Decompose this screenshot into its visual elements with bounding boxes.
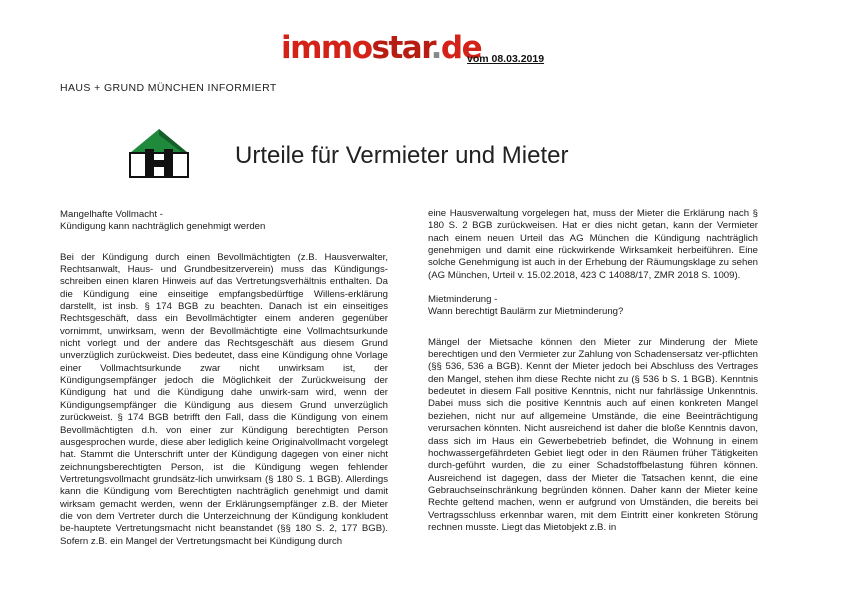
haus-und-grund-house-icon	[128, 127, 190, 179]
logo-immo-part: immo	[281, 30, 372, 66]
kicker-line: HAUS + GRUND MÜNCHEN INFORMIERT	[60, 82, 277, 94]
section-title-mietminderung: Mietminderung -	[428, 294, 498, 306]
section-title-vollmacht: Mangelhafte Vollmacht -	[60, 209, 163, 220]
section-subtitle-vollmacht: Kündigung kann nachträglich genehmigt werden	[60, 221, 266, 233]
paragraph-vollmacht: Bei der Kündigung durch einen Bevollmächtigten (z.B. Hausverwalter, Rechtsanwalt, Haus- und Grundbesitzerverein) muss das Kündigungs-schreiben einen klaren Hinweis auf das Vertretungsverhältnis enthalten. Da die Kündigung eine einseitige empfangsbedürftige Willens-erklärung darstellt, ist insb. § 174 BGB zu beachten. Danach ist ein einseitiges Rechtsgeschäft, dass ein Bevollmächtigter einem anderen gegenüber vornimmt, unwirksam, wenn der Bevollmächtigte eine Vollmachtsurkunde nicht vorlegt und der andere das Rechtsgeschäft aus diesem Grund unverzüglich zurückweist. Dies bedeutet, dass eine Kündigung ohne Vorlage einer Vollmachtsurkunde zwar nicht unwirksam ist, der Kündigungsempfänger jedoch die Möglichkeit der Zurückweisung der Kündigung hat und die Kündigung dahe unwirk-sam wird, wenn der Kündigungsempfänger die Kündigung aus diesem Grund unverzüglich zurückweist. § 174 BGB betrifft den Fall, dass die Kündigung von einem Bevollmächtigten d.h. von einer zur Kündigung berechtigten Person ausgesprochen wurde, diese aber lediglich keine Originalvollmacht vorgelegt hat. Stammt die Unterschrift unter der Kündigung dagegen von einer nicht zeichnungsberechtigten Person, ist die Kündigung wegen fehlender Vertretungsvollmacht grundsätz-lich unwirksam (§ 180 S. 1 BGB). Allerdings kann die Kündigung vom Berechtigten nachträglich genehmigt und damit wirksam gemacht werden, wenn der Erklärungsempfänger z.B. der Mieter die von dem Vertreter durch die Unterzeichnung der Kündigung konkludent be-hauptete Vertretungsmacht nicht beanstandet (§§ 180 S. 2, 177 BGB). Sofern z.B. ein Mangel der Vertretungsmacht bei Kündigung durch	[60, 251, 388, 547]
logo-dot-part: .	[430, 30, 441, 66]
section-subtitle-mietminderung: Wann berechtigt Baulärm zur Mietminderung?	[428, 306, 624, 318]
page-title: Urteile für Vermieter und Mieter	[235, 142, 569, 169]
publication-date: vom 08.03.2019	[467, 53, 545, 65]
right-column	[428, 208, 758, 534]
logo-de-part: de	[440, 30, 482, 66]
immostar-logo	[281, 28, 481, 68]
logo-star-part: star	[371, 30, 431, 66]
left-column	[60, 209, 388, 548]
paragraph-mietminderung: Mängel der Mietsache können den Mieter zur Minderung der Miete berechtigen und den Vermieter zur Zahlung von Schadensersatz ver-pflichten (§§ 536, 536 a BGB). Kennt der Mieter jedoch bei Abschluss des Vertrages den Mangel, stehen ihm diese Rechte nicht zu (§ 536 b S. 1 BGB). Kenntnis bedeutet in diesem Fall positive Kenntnis, nicht nur fahrlässige Unkenntnis. Dabei muss sich die positive Kenntnis auch auf einen konkreten Mangel beziehen, nicht nur auf allgemeine Umstände, die eine Beeinträchtigung verursachen könnten. Nicht ausreichend ist daher die bloße Kenntnis davon, dass sich im Haus ein Gewerbebetrieb befindet, die Wohnung in einem hochwassergefährdeten Gebiet liegt oder in den Räumen früher Tätigkeiten durch-geführt wurden, die zu einer Schadstoffbelastung führen können. Ausreichend ist dagegen, dass der Mieter die Tatsachen kennt, die eine Gebrauchseinschränkung begründen können. Daher kann der Mieter keine Rechte geltend machen, wenn er aufgrund von Umständen, die bereits bei Vertragsschluss erkennbar waren, mit dem Eintritt einer konkreten Störung rechnen musste. Liegt das Mietobjekt z.B. in	[428, 336, 758, 533]
paragraph-vollmacht-continued: eine Hausverwaltung vorgelegen hat, muss der Mieter die Erklärung nach § 180 S. 2 BGB zurückweisen. Hat er dies nicht getan, kann der Vermieter nach einem neuen Urteil das AG München die Kündigung nachträglich genehmigen und damit eine rückwirkende Wirksamkeit herbeiführen. Eine solche Genehmigung ist auch in der Erhebung der Räumungsklage zu sehen (AG München, Urteil v. 15.02.2018, 423 C 14088/17, ZMR 2018 S. 1009).	[428, 208, 758, 281]
